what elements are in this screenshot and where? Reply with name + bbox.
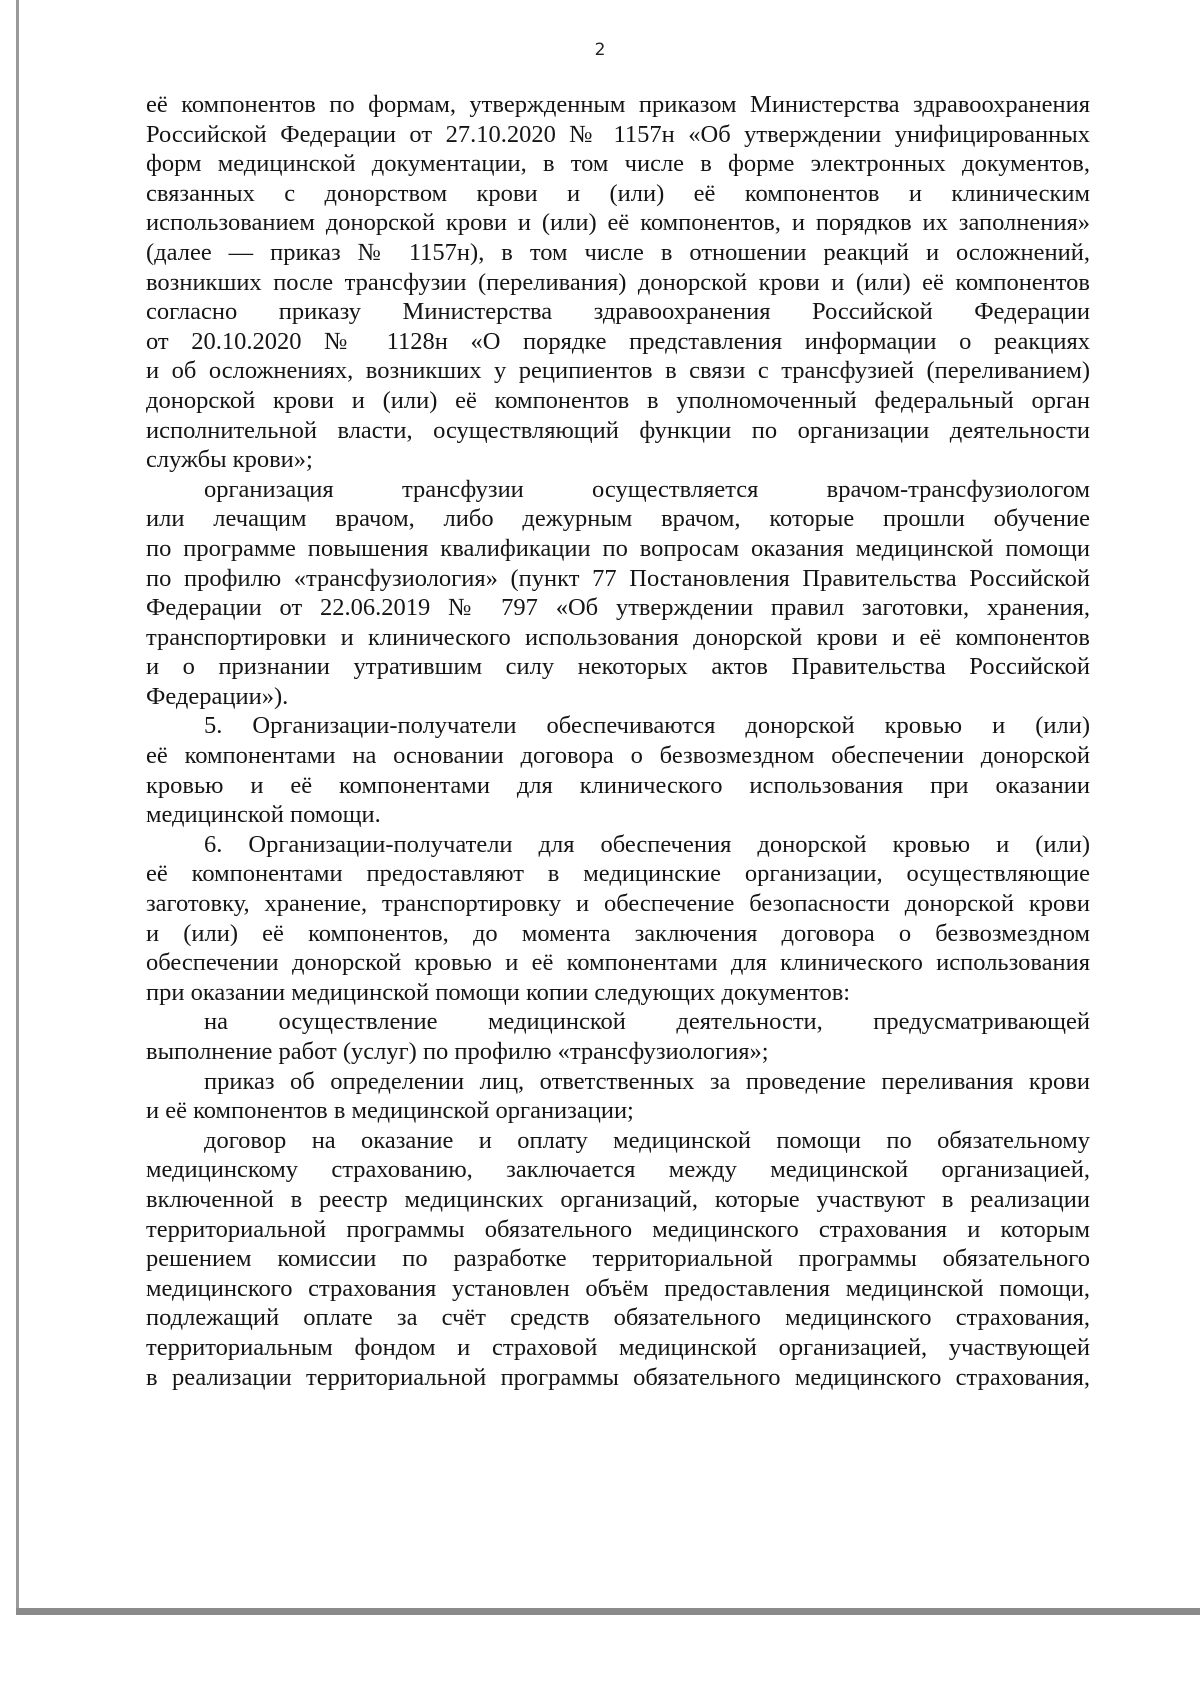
- paragraph-7-line-9: в реализации территориальной программы обязательного медицинского страхования,: [146, 1363, 1090, 1391]
- scan-left-edge: [16, 0, 19, 1610]
- paragraph-3-line-4: медицинской помощи.: [146, 801, 381, 829]
- scan-bottom-edge: [16, 1608, 1200, 1615]
- paragraph-2-line-3: по программе повышения квалификации по вопросам оказания медицинской помощи: [146, 534, 1090, 562]
- paragraph-5-line-2: выполнение работ (услуг) по профилю «трансфузиология»;: [146, 1038, 769, 1065]
- paragraph-2-line-5: Федерации от 22.06.2019 № 797 «Об утверждении правил заготовки, хранения,: [146, 594, 1090, 622]
- paragraph-4-line-4: и (или) её компонентов, до момента заключения договора о безвозмездном: [146, 919, 1090, 947]
- paragraph-1-line-3: форм медицинской документации, в том числе в форме электронных документов,: [146, 150, 1090, 178]
- paragraph-7-line-2: медицинскому страхованию, заключается между медицинской организацией,: [146, 1156, 1090, 1184]
- paragraph-1-line-2: Российской Федерации от 27.10.2020 № 1157н «Об утверждении унифицированных: [146, 120, 1090, 148]
- paragraph-1-line-4: связанных с донорством крови и (или) её компонентов и клиническим: [146, 179, 1090, 207]
- paragraph-2-line-8: Федерации»).: [146, 682, 289, 710]
- paragraph-1-line-12: исполнительной власти, осуществляющий функции по организации деятельности: [146, 416, 1090, 444]
- paragraph-1-line-1: её компонентов по формам, утвержденным приказом Министерства здравоохранения: [146, 91, 1090, 118]
- paragraph-7-line-7: подлежащий оплате за счёт средств обязательного медицинского страхования,: [146, 1304, 1090, 1332]
- paragraph-7-line-5: решением комиссии по разработке территориальной программы обязательного: [146, 1245, 1090, 1273]
- paragraph-1-line-9: от 20.10.2020 № 1128н «О порядке представления информации о реакциях: [146, 327, 1090, 355]
- paragraph-6-line-2: и её компонентов в медицинской организации;: [146, 1097, 634, 1125]
- document-body: [146, 90, 1090, 1392]
- paragraph-7-line-3: включенной в реестр медицинских организаций, которые участвуют в реализации: [146, 1185, 1090, 1213]
- paragraph-1-line-11: донорской крови и (или) её компонентов в уполномоченный федеральный орган: [146, 386, 1090, 414]
- paragraph-3-line-3: кровью и её компонентами для клинического использования при оказании: [146, 771, 1090, 799]
- paragraph-4-line-1: 6. Организации-получатели для обеспечения донорской кровью и (или): [204, 830, 1090, 858]
- paragraph-7-line-6: медицинского страхования установлен объём предоставления медицинской помощи,: [146, 1274, 1090, 1302]
- paragraph-5-line-1: на осуществление медицинской деятельности, предусматривающей: [204, 1008, 1090, 1036]
- paragraph-2-line-6: транспортировки и клинического использования донорской крови и её компонентов: [146, 623, 1090, 651]
- paragraph-1-line-10: и об осложнениях, возникших у реципиентов в связи с трансфузией (переливанием): [146, 357, 1090, 385]
- paragraph-4-line-3: заготовку, хранение, транспортировку и обеспечение безопасности донорской крови: [146, 890, 1090, 918]
- paragraph-4-line-5: обеспечении донорской кровью и её компонентами для клинического использования: [146, 949, 1090, 977]
- paragraph-7-line-4: территориальной программы обязательного медицинского страхования и которым: [146, 1215, 1090, 1243]
- paragraph-1-line-6: (далее — приказ № 1157н), в том числе в отношении реакций и осложнений,: [146, 238, 1090, 266]
- paragraph-3-line-1: 5. Организации-получатели обеспечиваются донорской кровью и (или): [204, 712, 1090, 740]
- paragraph-2-line-7: и о признании утратившим силу некоторых актов Правительства Российской: [146, 653, 1090, 681]
- paragraph-1-line-7: возникших после трансфузии (переливания) донорской крови и (или) её компонентов: [146, 268, 1090, 296]
- paragraph-7-line-1: договор на оказание и оплату медицинской помощи по обязательному: [204, 1126, 1090, 1154]
- paragraph-2-line-2: или лечащим врачом, либо дежурным врачом, которые прошли обучение: [146, 505, 1090, 533]
- paragraph-2-line-4: по профилю «трансфузиология» (пункт 77 Постановления Правительства Российской: [146, 564, 1090, 592]
- paragraph-4-line-2: её компонентами предоставляют в медицинские организации, осуществляющие: [146, 860, 1090, 888]
- paragraph-1-line-5: использованием донорской крови и (или) её компонентов, и порядков их заполнения»: [146, 209, 1090, 237]
- paragraph-6-line-1: приказ об определении лиц, ответственных за проведение переливания крови: [204, 1067, 1090, 1095]
- paragraph-7-line-8: территориальным фондом и страховой медицинской организацией, участвующей: [146, 1333, 1090, 1361]
- paragraph-1-line-8: согласно приказу Министерства здравоохранения Российской Федерации: [146, 298, 1090, 326]
- paragraph-4-line-6: при оказании медицинской помощи копии следующих документов:: [146, 978, 851, 1006]
- paragraph-2-line-1: организация трансфузии осуществляется врачом-трансфузиологом: [204, 475, 1090, 503]
- paragraph-3-line-2: её компонентами на основании договора о безвозмездном обеспечении донорской: [146, 742, 1090, 770]
- page-number: 2: [594, 40, 606, 60]
- paragraph-1-line-13: службы крови»;: [146, 446, 313, 474]
